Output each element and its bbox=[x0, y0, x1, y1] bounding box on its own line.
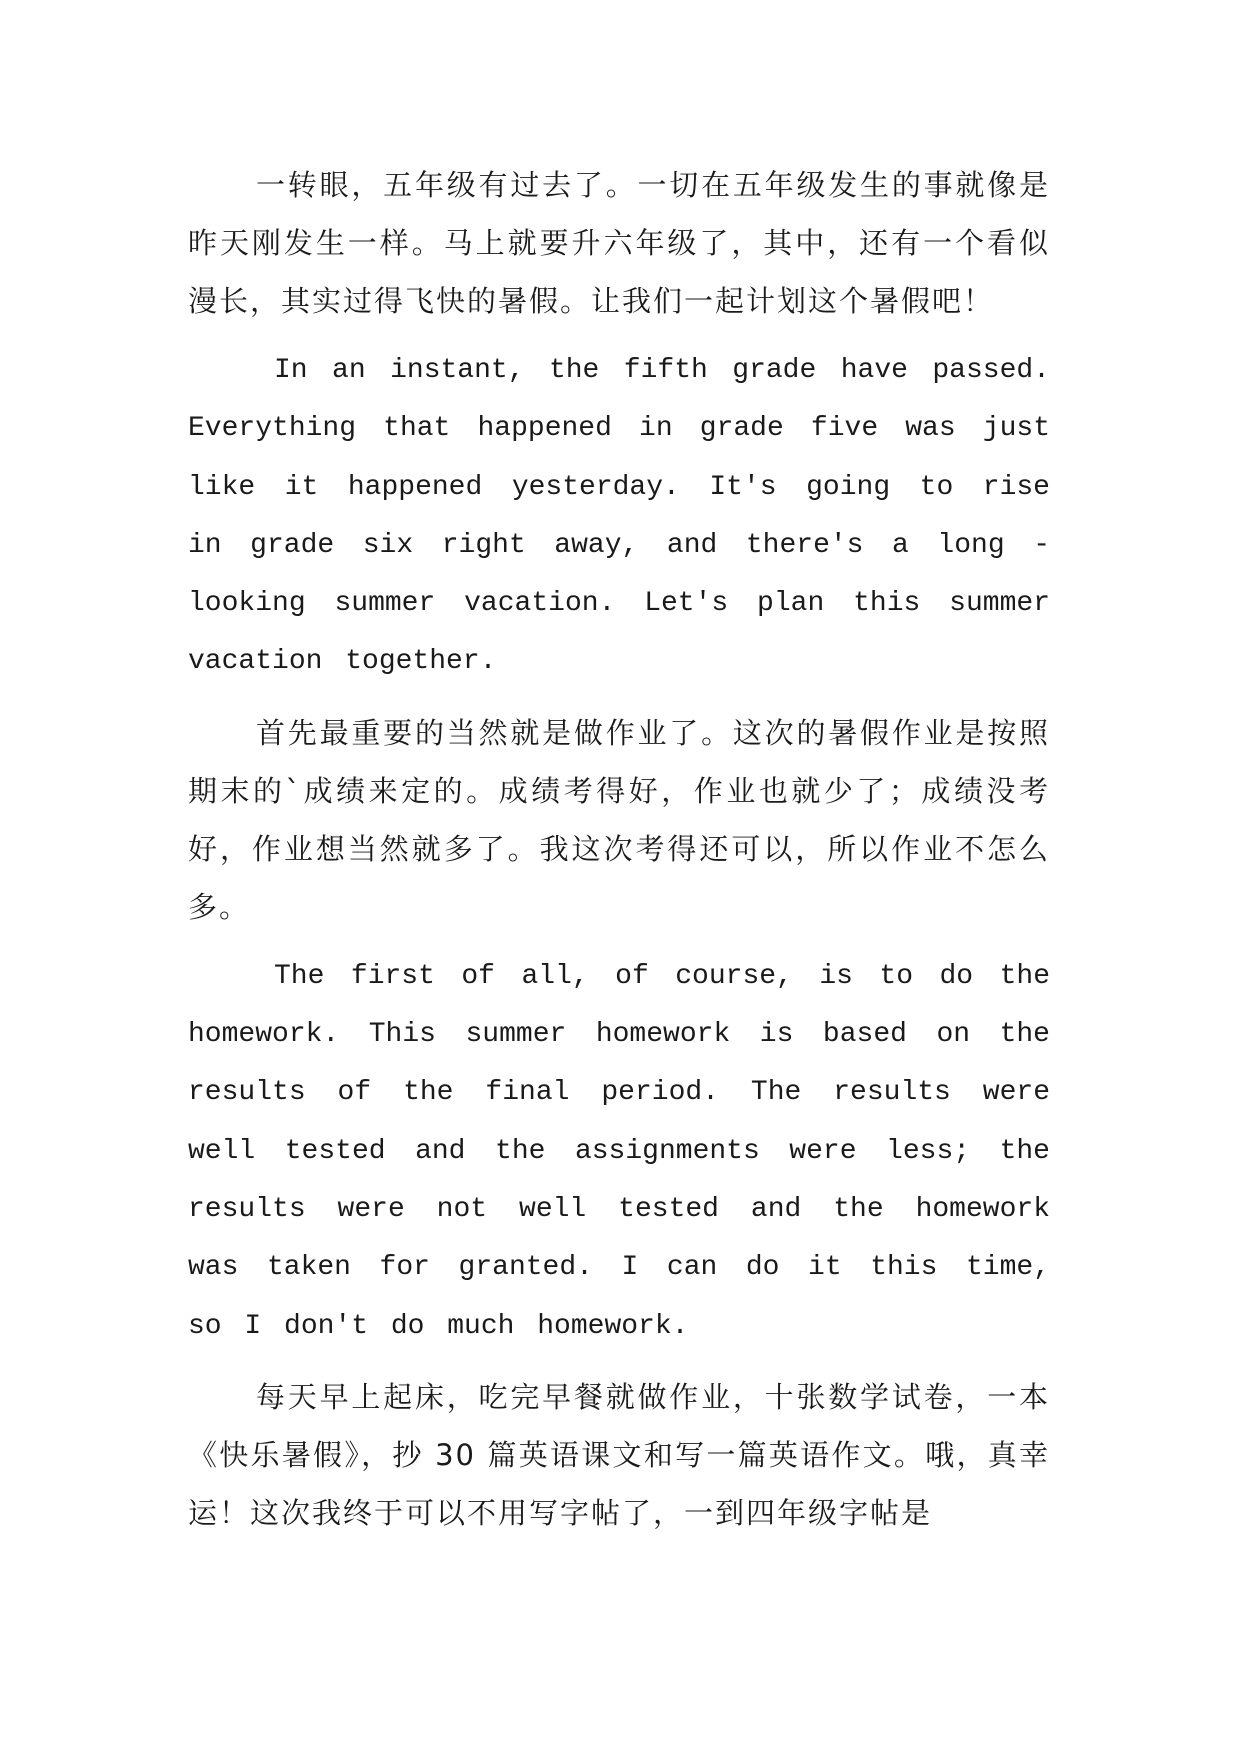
paragraph-english: The first of all, of course, is to do the homework. This summer homework is based on the results of the final period. The results were well tested and the assignments were less; the results were not well tested and the homework was taken for granted. I can do it this time, so I don't do much homework. bbox=[188, 960, 1050, 1342]
paragraph-english: In an instant, the fifth grade have passed. Everything that happened in grade five was just like it happened yesterday. It's going to rise in grade six right away, and there's a long - looking summer vacation. Let's plan this summer vacation together. bbox=[188, 355, 1050, 678]
paragraph-chinese: 每天早上起床，吃完早餐就做作业，十张数学试卷，一本《快乐暑假》，抄 30 篇英语课文和写一篇英语作文。哦，真幸运！这次我终于可以不用写字帖了，一到四年级字帖是 bbox=[188, 1379, 1050, 1530]
paragraph-chinese: 首先最重要的当然就是做作业了。这次的暑假作业是按照期末的`成绩来定的。成绩考得好，作业也就少了；成绩没考好，作业想当然就多了。我这次考得还可以，所以作业不怎么多。 bbox=[188, 715, 1050, 924]
document-page bbox=[188, 156, 1050, 1542]
paragraph-chinese: 一转眼，五年级有过去了。一切在五年级发生的事就像是昨天刚发生一样。马上就要升六年级了，其中，还有一个看似漫长，其实过得飞快的暑假。让我们一起计划这个暑假吧！ bbox=[188, 168, 1050, 318]
